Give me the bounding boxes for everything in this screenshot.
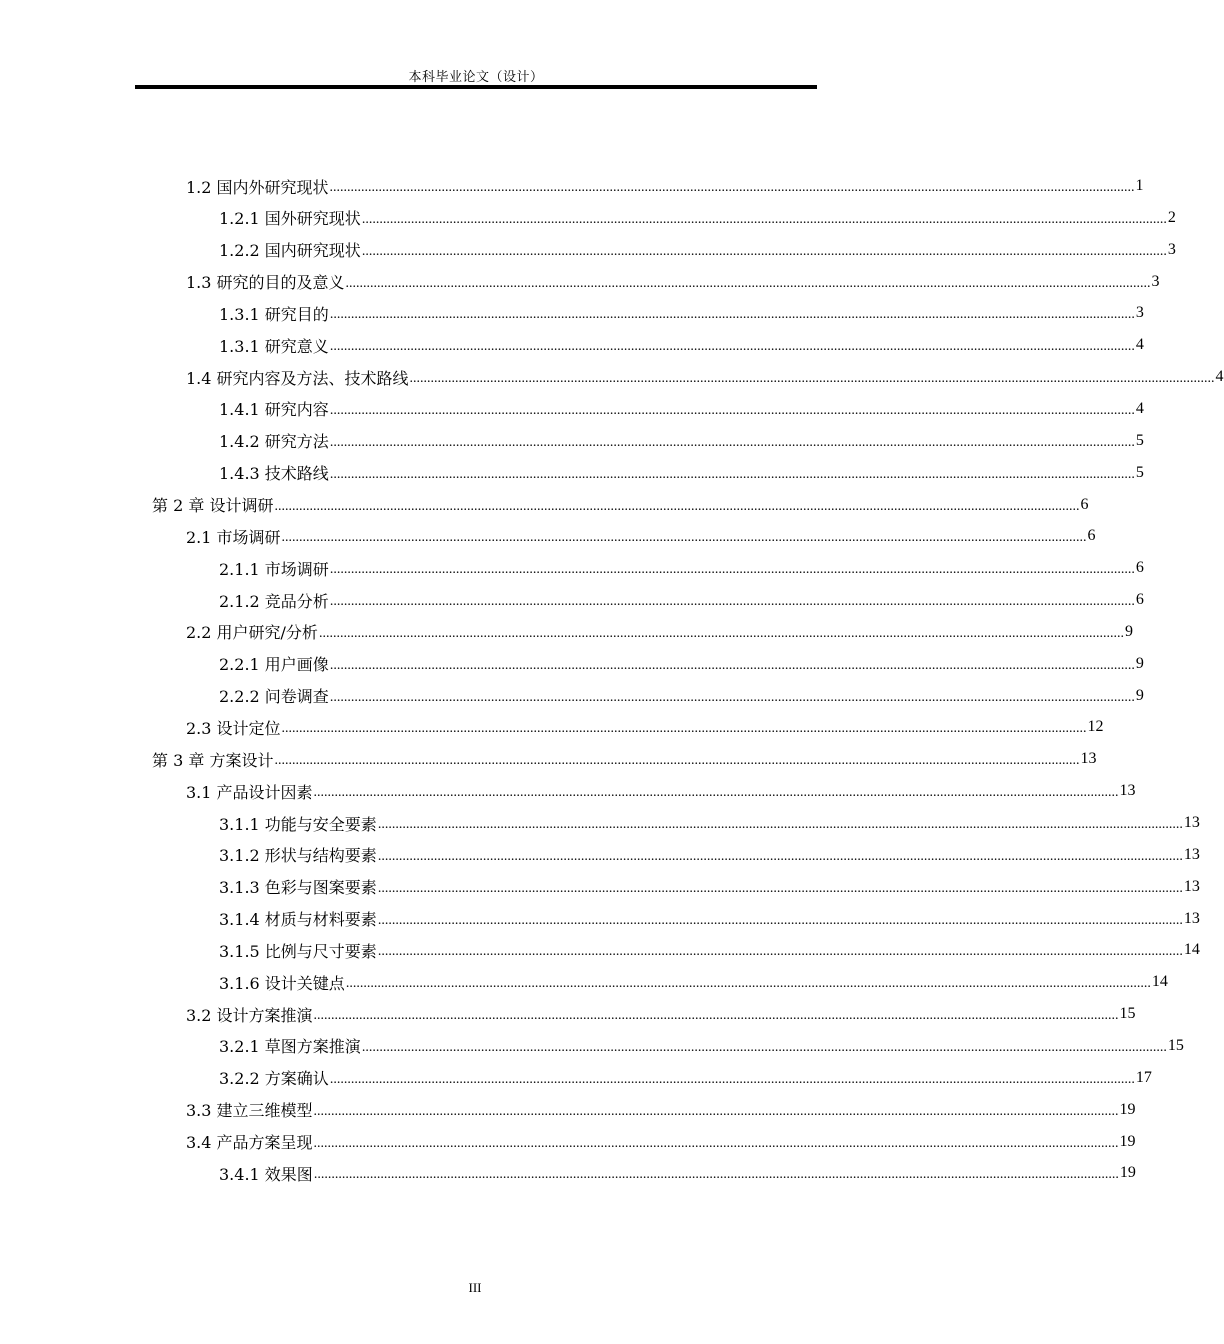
toc-dot-leader: ...................................................................................................................................................................................................................................... <box>329 180 1135 195</box>
toc-entry-label: 1.3 研究的目的及意义 <box>186 273 345 293</box>
toc-entry[interactable] <box>186 775 1136 807</box>
toc-entry-label: 2.2.2 问卷调查 <box>219 687 329 707</box>
toc-entry[interactable] <box>186 1126 1136 1158</box>
toc-entry[interactable] <box>219 1157 1136 1189</box>
toc-entry[interactable] <box>219 202 1176 234</box>
toc-entry-label: 3.4 产品方案呈现 <box>186 1133 313 1152</box>
toc-entry-page: 4 <box>1135 399 1144 417</box>
toc-entry-page: 15 <box>1119 1005 1136 1023</box>
toc-dot-leader: ...................................................................................................................................................................................................................................... <box>281 530 1087 546</box>
toc-entry[interactable] <box>186 266 1160 298</box>
toc-entry[interactable] <box>186 616 1133 648</box>
toc-entry-label: 1.2.1 国外研究现状 <box>219 209 361 229</box>
toc-dot-leader: ...................................................................................................................................................................................................................................... <box>329 594 1135 610</box>
toc-entry-page: 5 <box>1135 463 1144 481</box>
toc-entry-page: 4 <box>1135 336 1144 354</box>
toc-entry[interactable] <box>219 425 1144 457</box>
toc-dot-leader: ...................................................................................................................................................................................................................................... <box>329 434 1135 450</box>
toc-entry[interactable] <box>186 361 1224 393</box>
toc-entry-label: 2.1 市场调研 <box>186 527 281 547</box>
toc-entry-page: 15 <box>1167 1036 1184 1054</box>
toc-dot-leader: ...................................................................................................................................................................................................................................... <box>313 1135 1119 1151</box>
toc-dot-leader: ...................................................................................................................................................................................................................................... <box>313 785 1119 801</box>
toc-entry[interactable] <box>152 489 1089 521</box>
toc-dot-leader: ...................................................................................................................................................................................................................................... <box>329 339 1135 355</box>
toc-entry-label: 1.4.2 研究方法 <box>219 432 329 452</box>
toc-dot-leader: ...................................................................................................................................................................................................................................... <box>329 689 1135 705</box>
toc-entry-label: 3.2.1 草图方案推演 <box>219 1037 361 1057</box>
toc-entry[interactable] <box>219 393 1144 425</box>
toc-entry-label: 第 2 章 设计调研 <box>152 496 274 515</box>
toc-entry[interactable] <box>152 743 1097 775</box>
toc-entry-label: 3.1 产品设计因素 <box>186 782 313 802</box>
toc-entry-label: 2.2.1 用户画像 <box>219 655 329 675</box>
page-header-title: 本科毕业论文（设计） <box>408 70 544 85</box>
toc-dot-leader: ...................................................................................................................................................................................................................................... <box>345 275 1151 291</box>
toc-dot-leader: ...................................................................................................................................................................................................................................... <box>329 562 1135 578</box>
toc-entry-page: 3 <box>1135 304 1144 322</box>
toc-dot-leader: ...................................................................................................................................................................................................................................... <box>329 1071 1135 1087</box>
toc-dot-leader: ...................................................................................................................................................................................................................................... <box>281 721 1087 737</box>
toc-dot-leader: ...................................................................................................................................................................................................................................... <box>313 1103 1119 1119</box>
toc-entry-label: 3.1.6 设计关键点 <box>219 973 345 993</box>
toc-entry[interactable] <box>219 1062 1152 1094</box>
toc-entry-label: 3.3 建立三维模型 <box>186 1101 313 1121</box>
toc-entry-page: 4 <box>1215 368 1224 386</box>
toc-dot-leader: ...................................................................................................................................................................................................................................... <box>377 912 1183 928</box>
toc-entry-page: 12 <box>1087 718 1104 736</box>
toc-entry-label: 2.1.1 市场调研 <box>219 559 329 579</box>
toc-entry-label: 1.2.2 国内研究现状 <box>219 241 361 261</box>
toc-entry-page: 3 <box>1167 240 1176 258</box>
toc-entry-page: 1 <box>1135 177 1144 194</box>
toc-entry[interactable] <box>219 1030 1184 1062</box>
toc-entry-page: 6 <box>1080 495 1089 513</box>
toc-entry-label: 1.3.1 研究目的 <box>219 304 329 324</box>
toc-entry[interactable] <box>219 966 1168 998</box>
toc-dot-leader: ...................................................................................................................................................................................................................................... <box>274 498 1080 514</box>
toc-dot-leader: ...................................................................................................................................................................................................................................... <box>377 817 1183 832</box>
toc-dot-leader: ...................................................................................................................................................................................................................................... <box>377 880 1183 896</box>
toc-entry[interactable] <box>219 871 1200 903</box>
toc-entry-label: 1.2 国内外研究现状 <box>186 177 329 197</box>
toc-entry-label: 3.1.2 形状与结构要素 <box>219 846 377 866</box>
toc-dot-leader: ...................................................................................................................................................................................................................................... <box>313 1167 1119 1183</box>
toc-entry-label: 1.4.1 研究内容 <box>219 400 329 420</box>
toc-dot-leader: ...................................................................................................................................................................................................................................... <box>313 1008 1119 1024</box>
toc-entry-label: 3.4.1 效果图 <box>219 1164 313 1184</box>
toc-entry-page: 6 <box>1087 527 1096 545</box>
toc-dot-leader: ...................................................................................................................................................................................................................................... <box>377 848 1183 864</box>
toc-entry-page: 13 <box>1183 814 1200 831</box>
toc-entry-page: 9 <box>1135 654 1144 672</box>
toc-entry-label: 3.1.4 材质与材料要素 <box>219 910 377 930</box>
toc-entry-page: 2 <box>1167 208 1176 226</box>
toc-dot-leader: ...................................................................................................................................................................................................................................... <box>329 657 1135 673</box>
toc-entry[interactable] <box>186 170 1144 202</box>
toc-dot-leader: ...................................................................................................................................................................................................................................... <box>361 243 1167 259</box>
toc-entry[interactable] <box>219 329 1144 361</box>
toc-entry-page: 5 <box>1135 431 1144 449</box>
toc-entry-page: 9 <box>1135 686 1144 704</box>
toc-entry-label: 3.1.3 色彩与图案要素 <box>219 878 377 898</box>
toc-entry[interactable] <box>219 807 1200 839</box>
toc-dot-leader: ...................................................................................................................................................................................................................................... <box>329 307 1135 323</box>
toc-dot-leader: ...................................................................................................................................................................................................................................... <box>274 753 1080 769</box>
toc-entry-label: 3.1.1 功能与安全要素 <box>219 814 377 834</box>
toc-entry[interactable] <box>219 680 1144 712</box>
toc-dot-leader: ...................................................................................................................................................................................................................................... <box>345 976 1151 992</box>
toc-entry[interactable] <box>186 1094 1136 1126</box>
toc-dot-leader: ...................................................................................................................................................................................................................................... <box>318 625 1124 641</box>
toc-dot-leader: ...................................................................................................................................................................................................................................... <box>377 944 1183 960</box>
toc-entry-page: 13 <box>1080 750 1097 768</box>
toc-entry[interactable] <box>219 584 1144 616</box>
toc-entry[interactable] <box>186 998 1136 1030</box>
toc-entry-page: 17 <box>1135 1068 1152 1086</box>
toc-dot-leader: ...................................................................................................................................................................................................................................... <box>409 371 1215 387</box>
toc-entry-page: 19 <box>1119 1164 1136 1182</box>
toc-entry-label: 第 3 章 方案设计 <box>152 750 274 770</box>
toc-entry-page: 19 <box>1119 1100 1136 1118</box>
toc-entry[interactable] <box>219 903 1200 935</box>
toc-entry-label: 3.2.2 方案确认 <box>219 1069 329 1089</box>
toc-entry[interactable] <box>219 934 1200 966</box>
toc-entry[interactable] <box>219 839 1200 871</box>
toc-entry-label: 1.4.3 技术路线 <box>219 464 329 484</box>
toc-entry-page: 9 <box>1124 622 1133 640</box>
footer-page-number: III <box>468 1280 482 1295</box>
toc-entry-label: 1.3.1 研究意义 <box>219 336 329 356</box>
toc-entry-label: 2.2 用户研究/分析 <box>186 623 318 643</box>
toc-entry-page: 13 <box>1183 877 1200 895</box>
toc-entry-page: 14 <box>1183 941 1200 959</box>
toc-dot-leader: ...................................................................................................................................................................................................................................... <box>329 466 1135 482</box>
toc-dot-leader: ...................................................................................................................................................................................................................................... <box>361 1039 1167 1055</box>
toc-entry-page: 3 <box>1151 272 1160 290</box>
toc-entry-page: 6 <box>1135 591 1144 609</box>
toc-entry-label: 1.4 研究内容及方法、技术路线 <box>186 368 409 388</box>
toc-entry[interactable] <box>186 711 1104 743</box>
toc-entry-label: 3.1.5 比例与尺寸要素 <box>219 941 377 961</box>
toc-entry[interactable] <box>219 234 1176 266</box>
toc-entry-page: 13 <box>1119 782 1136 800</box>
toc-dot-leader: ...................................................................................................................................................................................................................................... <box>329 402 1135 418</box>
toc-entry-page: 14 <box>1151 973 1168 991</box>
toc-entry-page: 6 <box>1135 559 1144 577</box>
toc-entry-page: 19 <box>1119 1132 1136 1150</box>
toc-entry-page: 13 <box>1183 845 1200 863</box>
toc-entry-page: 13 <box>1183 909 1200 927</box>
header-rule <box>135 85 817 89</box>
toc-dot-leader: ...................................................................................................................................................................................................................................... <box>361 211 1167 227</box>
toc-entry[interactable] <box>219 297 1144 329</box>
toc-entry[interactable] <box>186 520 1096 552</box>
toc-entry[interactable] <box>219 457 1144 489</box>
toc-entry-label: 2.3 设计定位 <box>186 718 281 738</box>
toc-entry[interactable] <box>219 552 1144 584</box>
toc-entry-label: 2.1.2 竞品分析 <box>219 591 329 611</box>
toc-entry-label: 3.2 设计方案推演 <box>186 1005 313 1025</box>
toc-entry[interactable] <box>219 648 1144 680</box>
